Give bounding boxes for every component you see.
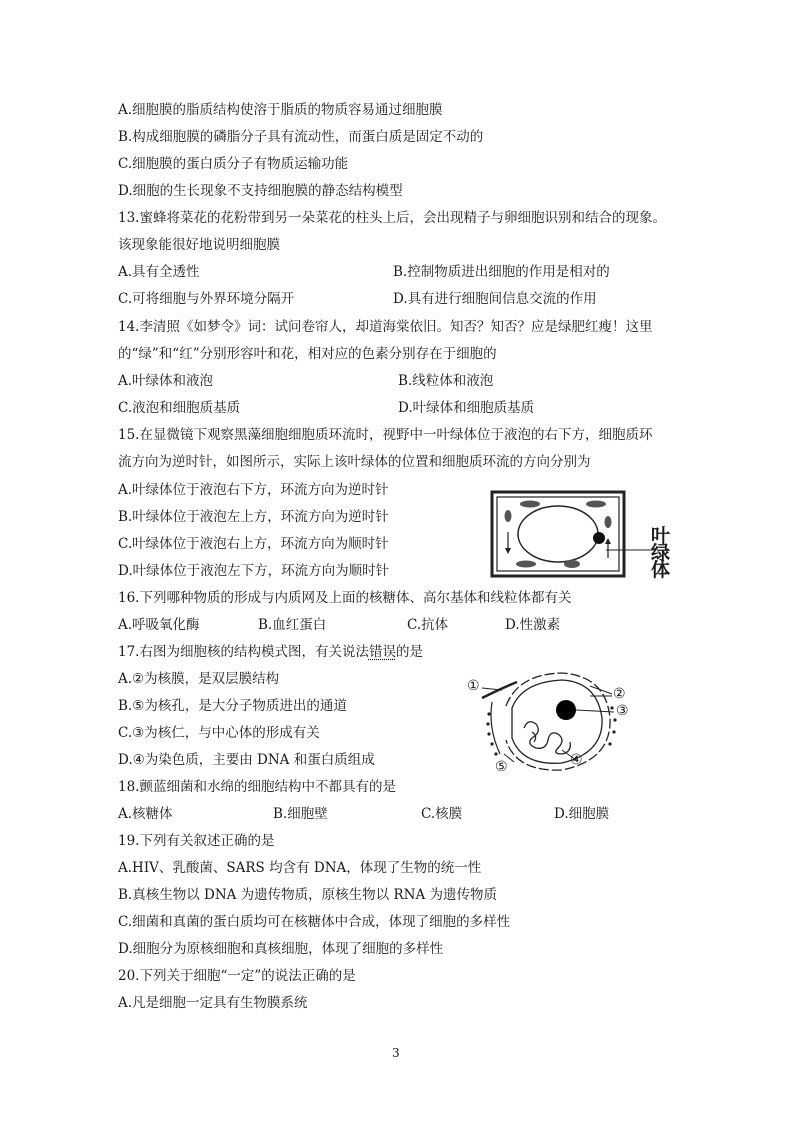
q15-stem-line2: 流方向为逆时针，如图所示，实际上该叶绿体的位置和细胞质环流的方向分别为 <box>118 454 591 470</box>
q13-stem-line1: 13.蜜蜂将菜花的花粉带到另一朵菜花的柱头上后，会出现精子与卵细胞识别和结合的现象。 <box>118 210 666 226</box>
q19-stem: 19.下列有关叙述正确的是 <box>118 833 275 849</box>
flow-arrow-head <box>605 538 611 544</box>
q20-stem: 20.下列关于细胞“一定”的说法正确的是 <box>118 968 356 984</box>
q14-option-d: D.叶绿体和细胞质基质 <box>398 400 535 416</box>
ribosome <box>610 706 613 709</box>
q12-option-d: D.细胞的生长现象不支持细胞膜的静态结构模型 <box>118 183 403 199</box>
q18-option-c: C.核膜 <box>421 806 463 822</box>
q17-stem-post: 的是 <box>395 644 423 660</box>
q17-stem-emphasis: 错误 <box>368 644 396 660</box>
q18-stem: 18.颤蓝细菌和水绵的细胞结构中不都具有的是 <box>118 779 396 795</box>
er-edge <box>491 702 500 754</box>
q20-option-a: A.凡是细胞一定具有生物膜系统 <box>118 995 308 1011</box>
chloroplast-label: 叶绿体 <box>651 525 671 581</box>
q19-option-d: D.细胞分为原核细胞和真核细胞，体现了细胞的多样性 <box>118 941 444 957</box>
q15-option-b: B.叶绿体位于液泡左上方，环流方向为逆时针 <box>118 509 389 525</box>
nucleus-figure <box>462 668 642 778</box>
q15-stem-line1: 15.在显微镜下观察黑藻细胞细胞质环流时，视野中一叶绿体位于液泡的右下方，细胞质环 <box>118 427 653 443</box>
q16-stem: 16.下列哪种物质的形成与内质网及上面的核糖体、高尔基体和线粒体都有关 <box>118 590 572 606</box>
q12-option-b: B.构成细胞膜的磷脂分子具有流动性，而蛋白质是固定不动的 <box>118 129 484 145</box>
q16-option-d: D.性激素 <box>505 617 561 633</box>
nucleolus <box>556 700 576 720</box>
ribosome <box>486 722 489 725</box>
chloroplast-marked <box>593 532 605 544</box>
ribosome <box>487 712 490 715</box>
q13-option-d: D.具有进行细胞间信息交流的作用 <box>393 291 597 307</box>
q12-option-a: A.细胞膜的脂质结构使溶于脂质的物质容易通过细胞膜 <box>118 102 443 118</box>
q17-option-d: D.④为染色质，主要由 DNA 和蛋白质组成 <box>118 752 375 768</box>
q18-option-b: B.细胞壁 <box>273 806 328 822</box>
q17-stem <box>118 643 423 661</box>
q14-option-b: B.线粒体和液泡 <box>398 373 494 389</box>
q16-option-c: C.抗体 <box>407 617 449 633</box>
ribosome <box>490 742 493 745</box>
q15-option-a: A.叶绿体位于液泡右下方，环流方向为逆时针 <box>118 482 389 498</box>
ribosome <box>608 742 611 745</box>
label-5: ⑤ <box>495 759 508 775</box>
q17-option-c: C.③为核仁，与中心体的形成有关 <box>118 725 320 741</box>
page-number: 3 <box>392 1046 400 1060</box>
inner-nuclear-membrane <box>512 680 602 763</box>
label-2: ② <box>613 686 626 702</box>
vacuole <box>518 506 598 562</box>
pointer-line <box>590 686 612 694</box>
q13-stem-line2: 该现象能很好地说明细胞膜 <box>118 237 280 253</box>
q19-option-b: B.真核生物以 DNA 为遗传物质，原核生物以 RNA 为遗传物质 <box>118 887 497 903</box>
q14-option-c: C.液泡和细胞质基质 <box>118 400 241 416</box>
chloroplast <box>505 510 512 522</box>
ribosome <box>494 752 497 755</box>
ribosome <box>487 732 490 735</box>
chloroplast <box>605 516 612 528</box>
q14-stem-line2: 的“绿”和“红”分别形容叶和花，相对应的色素分别存在于细胞的 <box>118 346 497 362</box>
chloroplast <box>564 560 580 568</box>
q15-option-d: D.叶绿体位于液泡左下方，环流方向为顺时针 <box>118 563 390 579</box>
label-4: ④ <box>570 752 583 768</box>
flow-arrow-head <box>505 548 511 554</box>
q16-option-a: A.呼吸氧化酶 <box>118 617 200 633</box>
chloroplast <box>520 501 540 508</box>
q18-option-d: D.细胞膜 <box>554 806 610 822</box>
chromatin <box>524 722 570 754</box>
q19-option-a: A.HIV、乳酸菌、SARS 均含有 DNA，体现了生物的统一性 <box>118 860 482 876</box>
q15-option-c: C.叶绿体位于液泡右上方，环流方向为顺时针 <box>118 536 389 552</box>
label-3: ③ <box>616 703 629 719</box>
ribosome <box>612 730 615 733</box>
chloroplast <box>586 501 606 508</box>
q17-option-b: B.⑤为核孔，是大分子物质进出的通道 <box>118 698 347 714</box>
q13-option-b: B.控制物质进出细胞的作用是相对的 <box>393 264 610 280</box>
q17-stem-pre: 17.右图为细胞核的结构模式图，有关说法 <box>118 644 369 660</box>
q18-option-a: A.核糖体 <box>118 806 173 822</box>
q17-option-a: A.②为核膜，是双层膜结构 <box>118 671 280 687</box>
q13-option-a: A.具有全透性 <box>118 264 200 280</box>
q14-option-a: A.叶绿体和液泡 <box>118 373 214 389</box>
q19-option-c: C.细菌和真菌的蛋白质均可在核糖体中合成，体现了细胞的多样性 <box>118 914 511 930</box>
chloroplast <box>516 561 536 568</box>
q12-option-c: C.细胞膜的蛋白质分子有物质运输功能 <box>118 156 349 172</box>
label-1: ① <box>467 678 480 694</box>
q16-option-b: B.血红蛋白 <box>258 617 327 633</box>
q14-stem-line1: 14.李清照《如梦令》词：试问卷帘人，却道海棠依旧。知否？知否？应是绿肥红瘦！这里 <box>118 319 653 335</box>
q13-option-c: C.可将细胞与外界环境分隔开 <box>118 291 295 307</box>
